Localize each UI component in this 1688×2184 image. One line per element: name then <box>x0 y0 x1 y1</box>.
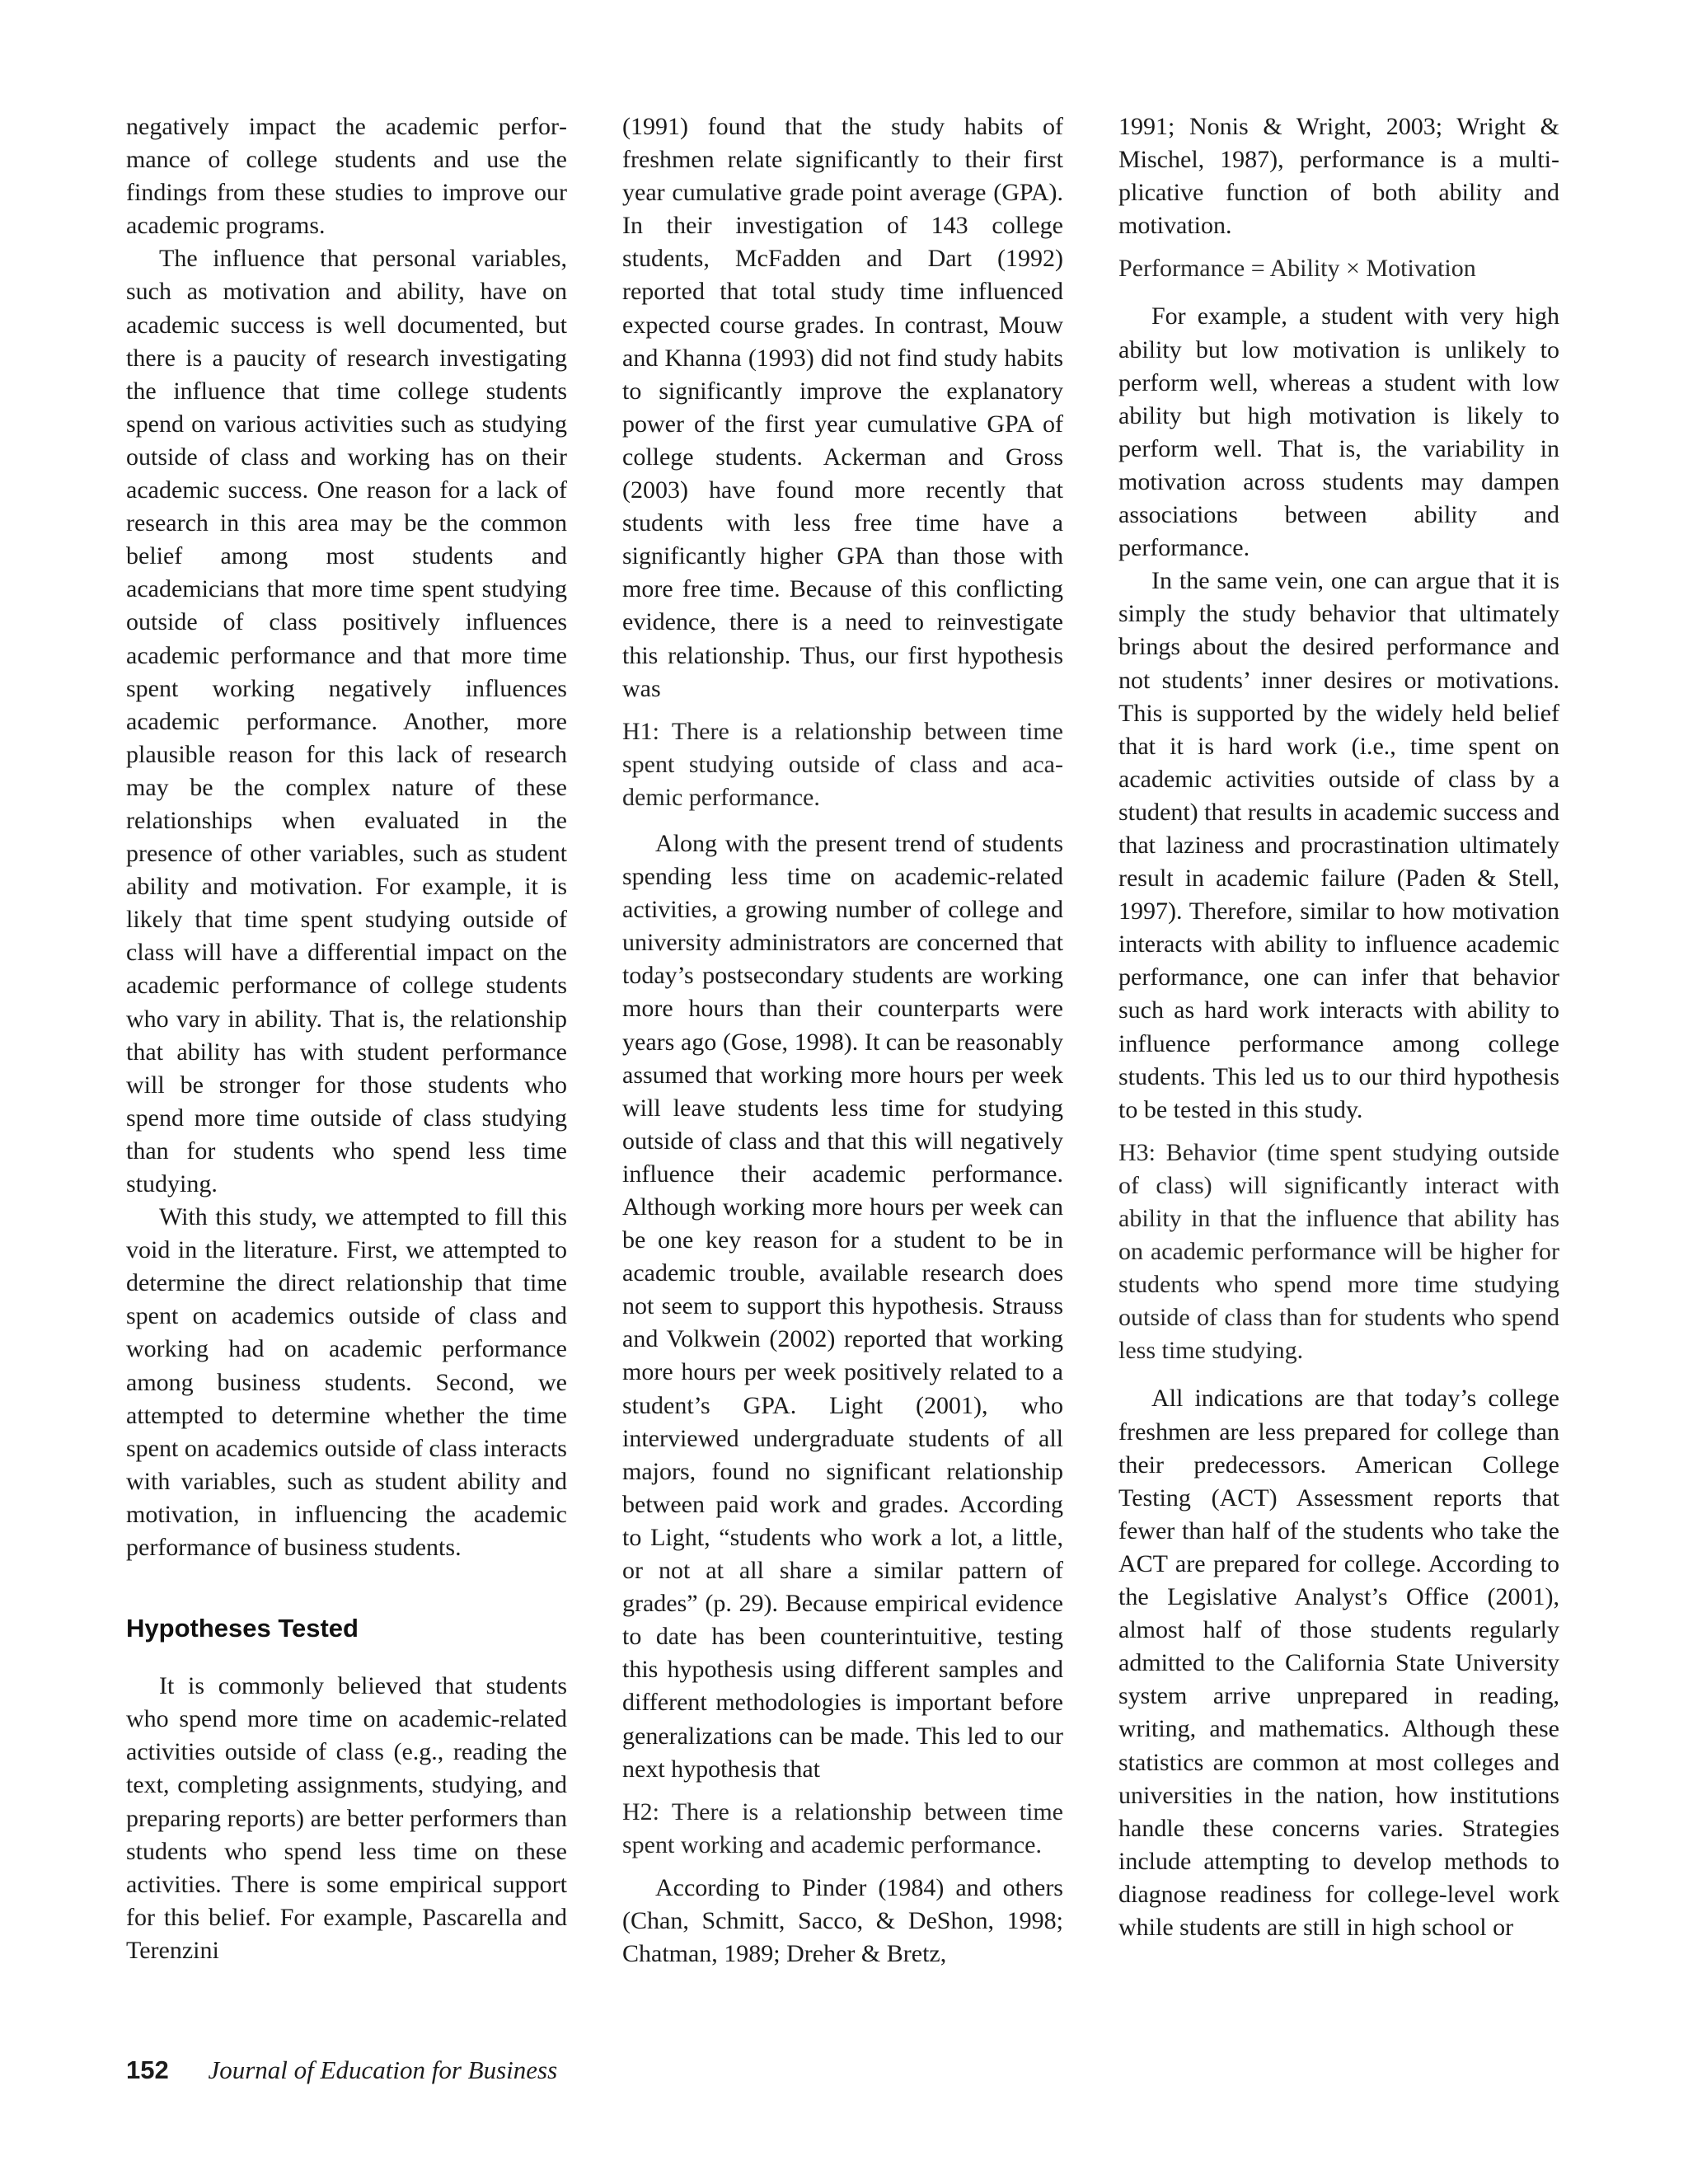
hypothesis-h1: H1: There is a relationship between time spent studying outside of class and academic performance. <box>622 717 1063 811</box>
performance-formula: Performance = Ability × Motivation <box>1118 255 1476 283</box>
paragraph: Along with the present trend of students spending less time on academic-related activities, a growing number of college and university administrators are concerned that today’s postsecondary students are working more hours than their counterparts were years ago (Gose, 1998). It can be reasonably assumed that working more hours per week will leave students less time for studying outside of class and that this will negatively influence their academic performance. Although working more hours per week can be one key reason for a student to be in academic trouble, available research does not seem to support this hypothesis. Strauss and Volkwein (2002) reported that working more hours per week positively related to a student’s GPA. Light (2001), who interviewed undergraduate students of all majors, found no significant relationship between paid work and grades. According to Light, “students who work a lot, a little, or not at all share a similar pattern of grades” (p. 29). Because empirical evidence to date has been counterintuitive, testing this hypothesis using different samples and different methodologies is important before generalizations can be made. This led to our next hypothesis that <box>622 829 1063 1783</box>
paragraph: The influence that personal variables, such as motivation and ability, have on academic success is well documented, but there is a paucity of research investigating the influence that time college students spend on various activities such as studying outside of class and working has on their academic success. One reason for a lack of research in this area may be the common belief among most students and academicians that more time spent studying outside of class positively influences academic performance and that more time spent working negatively influences academic performance. Another, more plausible reason for this lack of research may be the complex nature of these relationships when evaluated in the presence of other variables, such as student ability and motivation. For example, it is likely that time spent studying outside of class will have a differential impact on the academic performance of college students who vary in ability. That is, the relationship that ability has with student performance will be stronger for those students who spend more time outside of class studying than for students who spend less time studying. <box>126 245 567 1197</box>
paragraph: With this study, we attempted to fill this void in the literature. First, we attempted to determine the direct relationship that time spent on academics outside of class and working had on academic performance among business students. Second, we attempted to determine whether the time spent on academics outside of class interacts with variables, such as student ability and motivation, in influencing the academic performance of business students. <box>126 1203 567 1562</box>
paragraph: In the same vein, one can argue that it is simply the study behavior that ultimately brings about the desired performance and not students’ inner desires or motivations. This is supported by the widely held belief that it is hard work (i.e., time spent on academic activities outside of class by a student) that results in academic success and that laziness and procrastination ultimately result in academic failure (Paden & Stell, 1997). Therefore, similar to how motivation interacts with ability to influence academic performance, one can infer that behavior such as hard work interacts with ability to influence performance among college students. This led us to our third hypothesis to be tested in this study. <box>1118 567 1559 1123</box>
paragraph: negatively impact the academic performance of college students and use the findings from these studies to improve our academic programs. <box>126 113 567 240</box>
section-heading: Hypotheses Tested <box>126 1614 359 1643</box>
paragraph: According to Pinder (1984) and others (Chan, Schmitt, Sacco, & DeShon, 1998; Chatman, 1989; Dreher & Bretz, <box>622 1873 1063 1968</box>
text-column-left <box>126 110 567 1967</box>
page-footer <box>126 2054 557 2087</box>
hypothesis-h2: H2: There is a relationship between time spent working and academic performance. <box>622 1797 1063 1858</box>
paragraph: For example, a student with very high ability but low motivation is unlikely to perform well, whereas a student with low ability but high motivation is likely to perform well. That is, the variability in motivation across students may dampen associations between ability and performance. <box>1118 302 1559 562</box>
hypothesis-h3: H3: Behavior (time spent studying outside of class) will significantly interact with ability in that the influence that ability has on academic performance will be higher for students who spend more time studying outside of class than for students who spend less time studying. <box>1118 1138 1559 1365</box>
paragraph: 1991; Nonis & Wright, 2003; Wright & Mischel, 1987), performance is a multiplicative function of both ability and motivation. <box>1118 113 1559 240</box>
text-column-middle <box>622 110 1063 1971</box>
page-number: 152 <box>126 2055 169 2084</box>
text-column-right <box>1118 110 1559 1944</box>
paragraph: It is commonly believed that students who spend more time on academic-related activities outside of class (e.g., reading the text, completing assignments, studying, and preparing reports) are better performers than students who spend less time on these activities. There is some empirical support for this belief. For example, Pascarella and Terenzini <box>126 1672 567 1964</box>
paragraph: (1991) found that the study habits of freshmen relate significantly to their first year cumulative grade point average (GPA). In their investigation of 143 college students, McFadden and Dart (1992) reported that total study time influenced expected course grades. In contrast, Mouw and Khanna (1993) did not find study habits to significantly improve the explanatory power of the first year cumulative GPA of college students. Ackerman and Gross (2003) have found more recently that students with less free time have a significantly higher GPA than those with more free time. Because of this conflicting evidence, there is a need to reinvestigate this relationship. Thus, our first hypothesis was <box>622 113 1063 702</box>
journal-title: Journal of Education for Business <box>208 2055 558 2084</box>
paragraph: All indications are that today’s college freshmen are less prepared for college than their predecessors. American College Testing (ACT) Assessment reports that fewer than half of the students who take the ACT are prepared for college. According to the Legislative Analyst’s Office (2001), almost half of those students regularly admitted to the California State University system arrive unprepared in reading, writing, and mathematics. Although these statistics are common at most colleges and universities in the nation, how institutions handle these concerns varies. Strategies include attempting to develop methods to diagnose readiness for college-level work while students are still in high school or <box>1118 1385 1559 1941</box>
